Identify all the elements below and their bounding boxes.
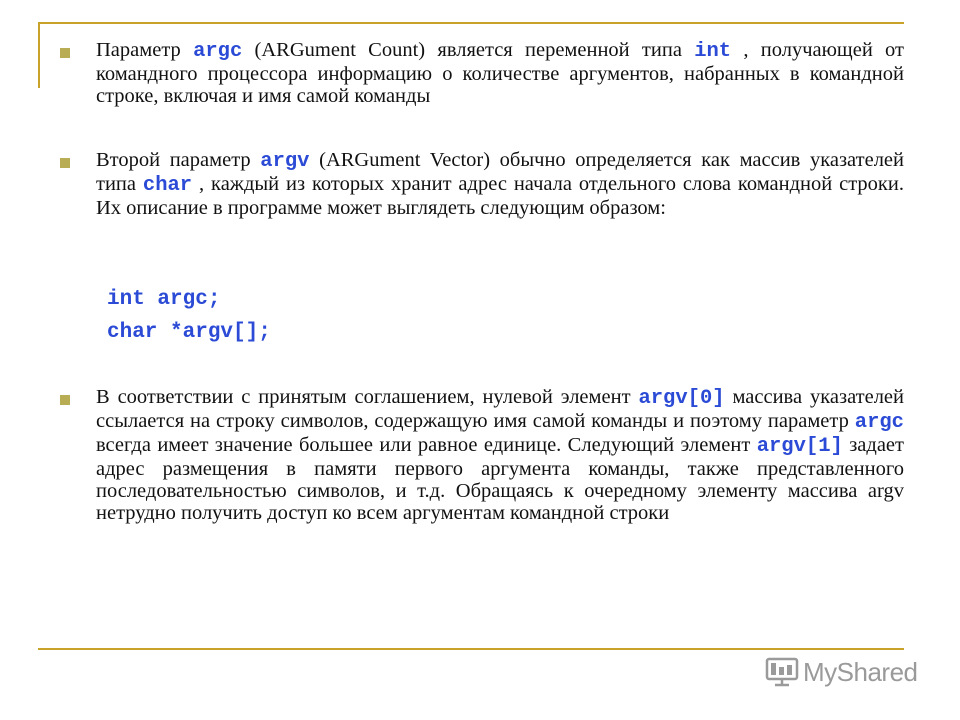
text-run: Параметр — [96, 39, 194, 61]
bullet-convention — [60, 386, 904, 524]
code-argv1: argv[1] — [756, 435, 843, 458]
bottom-rule — [38, 648, 904, 650]
bullet-marker — [60, 48, 70, 58]
paragraph-argc — [96, 39, 904, 107]
text-run: , получающей от командного процессора информацию о количестве аргументов, набранных в командной строке, включая и имя самой команды — [96, 39, 904, 107]
text-run: (ARGument Vector) обычно определяется как массив указателей типа — [96, 149, 904, 195]
presentation-screen-icon — [765, 657, 799, 687]
code-int: int — [694, 40, 732, 63]
logo-text: MyShared — [803, 656, 918, 687]
bullet-marker — [60, 395, 70, 405]
left-rule — [38, 22, 40, 88]
text-run: задает адрес размещения в памяти первого аргумента команды, также представленного последовательностью символов, и т.д. Обращаясь к очередному элементу массива argv нетрудно получить доступ ко всем аргументам командной строки — [96, 434, 904, 524]
paragraph-convention — [96, 386, 904, 524]
code-argv: argv — [260, 150, 310, 173]
bullet-argc — [60, 39, 904, 107]
code-argv0: argv[0] — [638, 387, 725, 410]
text-run: (ARGument Count) является переменной типа — [242, 39, 695, 61]
text-run: , каждый из которых хранит адрес начала отдельного слова командной строки. Их описание в программе может выглядеть следующим образом: — [96, 173, 904, 219]
text-run: всегда имеет значение большее или равное единице. Следующий элемент — [96, 434, 757, 456]
code-char: char — [142, 174, 193, 197]
logo — [765, 656, 918, 688]
top-rule — [38, 22, 904, 24]
text-run: Второй параметр — [96, 149, 261, 171]
code-argc: argc — [193, 40, 243, 63]
code-argc: argc — [854, 411, 904, 434]
code-line-char-argv: char *argv[]; — [107, 321, 271, 344]
text-run: В соответствии с принятым соглашением, нулевой элемент — [96, 386, 639, 408]
code-line-int-argc: int argc; — [107, 288, 221, 311]
text-run: массива указателей ссылается на строку символов, содержащую имя самой команды и поэтому параметр — [96, 386, 904, 432]
bullet-marker — [60, 158, 70, 168]
bullet-argv — [60, 149, 904, 219]
paragraph-argv — [96, 149, 904, 219]
